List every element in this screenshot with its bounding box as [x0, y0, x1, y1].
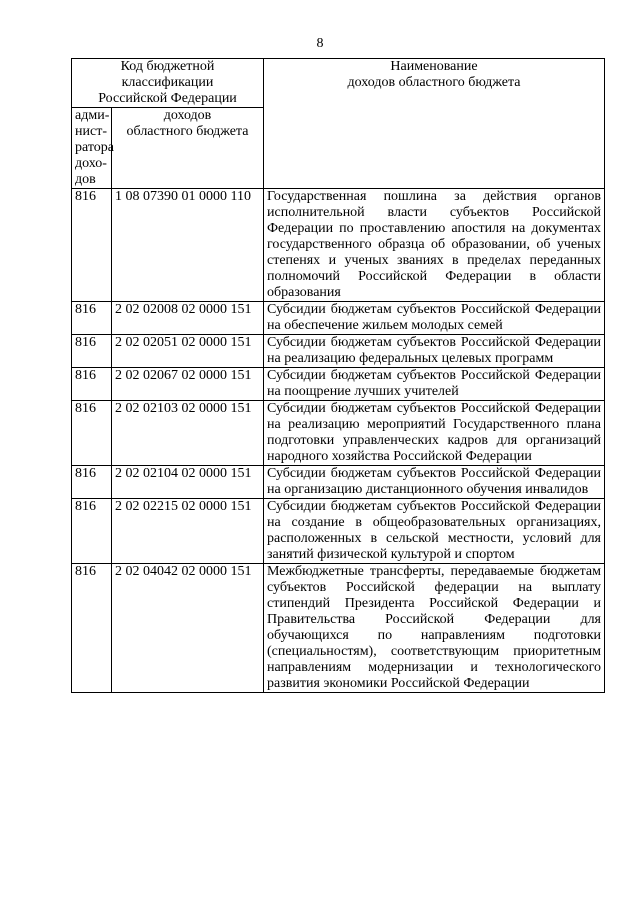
- table-row: [72, 401, 605, 466]
- income-code-cell: 2 02 02215 02 0000 151: [112, 499, 264, 564]
- income-name-cell: Субсидии бюджетам субъектов Российской Федерации на реализацию федеральных целевых программ: [264, 335, 605, 368]
- income-name-cell: Межбюджетные трансферты, передаваемые бюджетам субъектов Российской федерации на выплату стипендий Президента Российской Федерации и Правительства Российской Федерации для обучающихся по направлениям подготовки (специальностям), соответствующим приоритетным направлениям модернизации и технологического развития экономики Российской Федерации: [264, 564, 605, 693]
- admin-code-cell: 816: [72, 401, 112, 466]
- table-row: [72, 189, 605, 302]
- header-admin-line: дов: [75, 172, 96, 187]
- income-name-cell: Субсидии бюджетам субъектов Российской Федерации на поощрение лучших учителей: [264, 368, 605, 401]
- budget-classification-table: [71, 58, 605, 693]
- header-admin-line: ратора: [75, 140, 114, 155]
- admin-code-cell: 816: [72, 466, 112, 499]
- header-income-name: [264, 59, 605, 189]
- table-row: [72, 466, 605, 499]
- income-name-cell: Субсидии бюджетам субъектов Российской Федерации на реализацию мероприятий Государственного плана подготовки управленческих кадров для организаций народного хозяйства Российской Федерации: [264, 401, 605, 466]
- income-code-cell: 2 02 02051 02 0000 151: [112, 335, 264, 368]
- table-row: [72, 499, 605, 564]
- table-row: [72, 564, 605, 693]
- income-code-cell: 2 02 02008 02 0000 151: [112, 302, 264, 335]
- table-row: [72, 368, 605, 401]
- income-code-cell: 2 02 02067 02 0000 151: [112, 368, 264, 401]
- header-administrator: [72, 108, 112, 189]
- income-name-cell: Субсидии бюджетам субъектов Российской Федерации на организацию дистанционного обучения инвалидов: [264, 466, 605, 499]
- admin-code-cell: 816: [72, 189, 112, 302]
- header-admin-line: дохо-: [75, 156, 107, 171]
- admin-code-cell: 816: [72, 564, 112, 693]
- table-row: [72, 302, 605, 335]
- income-code-cell: 2 02 02104 02 0000 151: [112, 466, 264, 499]
- table-row: [72, 335, 605, 368]
- admin-code-cell: 816: [72, 335, 112, 368]
- page-number: 8: [316, 36, 324, 51]
- header-name-line: доходов областного бюджета: [347, 75, 521, 90]
- income-code-cell: 2 02 04042 02 0000 151: [112, 564, 264, 693]
- income-name-cell: Государственная пошлина за действия органов исполнительной власти субъектов Российской Федерации по проставлению апостиля на документах государственного образца об образовании, об ученых степенях и ученых званиях в пределах переданных полномочий Российской Федерации в области образования: [264, 189, 605, 302]
- admin-code-cell: 816: [72, 302, 112, 335]
- header-income-line: доходов: [163, 108, 212, 123]
- header-admin-line: адми-: [75, 108, 110, 123]
- income-name-cell: Субсидии бюджетам субъектов Российской Федерации на обеспечение жильем молодых семей: [264, 302, 605, 335]
- income-code-cell: 2 02 02103 02 0000 151: [112, 401, 264, 466]
- header-budget-code-group: [72, 59, 264, 108]
- table-body: [72, 189, 605, 693]
- header-name-line: Наименование: [390, 59, 478, 74]
- header-group-line: классификации: [121, 75, 214, 90]
- admin-code-cell: 816: [72, 368, 112, 401]
- admin-code-cell: 816: [72, 499, 112, 564]
- income-name-cell: Субсидии бюджетам субъектов Российской Федерации на создание в общеобразовательных организациях, расположенных в сельской местности, условий для занятий физической культурой и спортом: [264, 499, 605, 564]
- income-code-cell: 1 08 07390 01 0000 110: [112, 189, 264, 302]
- table-header: [72, 59, 605, 189]
- header-group-line: Код бюджетной: [120, 59, 215, 74]
- header-income-line: областного бюджета: [126, 124, 249, 139]
- header-regional-income: [112, 108, 264, 189]
- header-admin-line: нист-: [75, 124, 107, 139]
- header-group-line: Российской Федерации: [98, 91, 237, 106]
